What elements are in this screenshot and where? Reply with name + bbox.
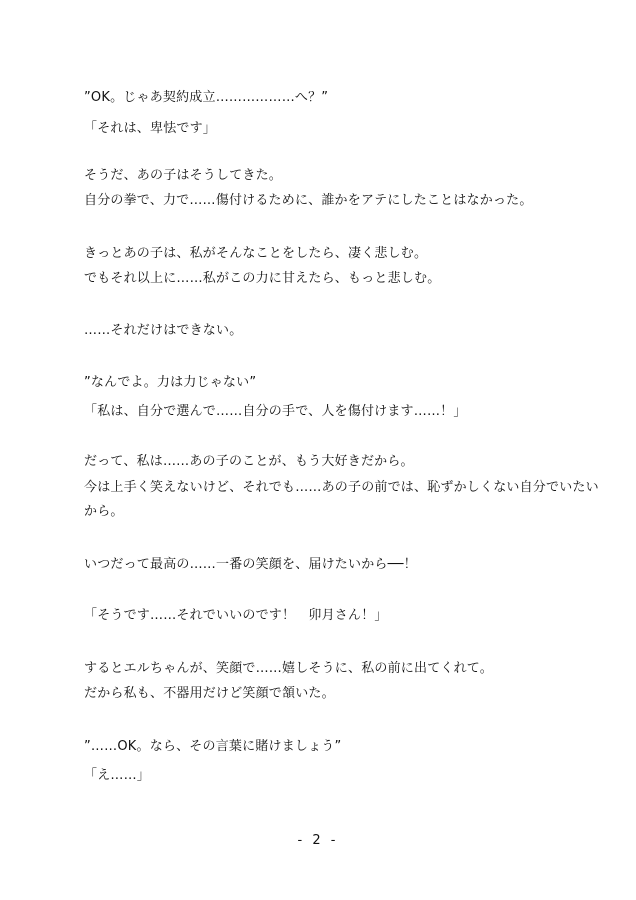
text-line: ”……OK。なら、その言葉に賭けましょう” (84, 739, 342, 754)
text-line: 「そうです……それでいいのです！ 卯月さん！」 (84, 608, 388, 623)
text-line: だって、私は……あの子のことが、もう大好きだから。 (84, 454, 414, 469)
text-line: でもそれ以上に……私がこの力に甘えたら、もっと悲しむ。 (84, 271, 441, 286)
text-line: から。 (84, 504, 124, 519)
text-line: きっとあの子は、私がそんなことをしたら、凄く悲しむ。 (84, 246, 428, 261)
text-line: 「え……」 (84, 768, 151, 783)
text-line: 「私は、自分で選んで……自分の手で、人を傷付けます……！」 (84, 404, 467, 419)
text-line: だから私も、不器用だけど笑顔で頷いた。 (84, 686, 335, 701)
page-number: - 2 - (297, 833, 339, 848)
text-line: ……それだけはできない。 (84, 323, 243, 338)
text-line: 今は上手く笑えないけど、それでも……あの子の前では、恥ずかしくない自分でいたい (84, 480, 599, 495)
text-line: するとエルちゃんが、笑顔で……嬉しそうに、私の前に出てくれて。 (84, 661, 493, 676)
text-line: そうだ、あの子はそうしてきた。 (84, 168, 283, 183)
text-line: いつだって最高の……一番の笑顔を、届けたいから──！ (84, 557, 417, 572)
text-line: 「それは、卑怯です」 (84, 121, 217, 136)
text-line: ”なんでよ。力は力じゃない” (84, 375, 257, 390)
text-line: ”OK。じゃあ契約成立………………へ？” (84, 90, 329, 105)
text-line: 自分の拳で、力で……傷付けるために、誰かをアテにしたことはなかった。 (84, 193, 533, 208)
